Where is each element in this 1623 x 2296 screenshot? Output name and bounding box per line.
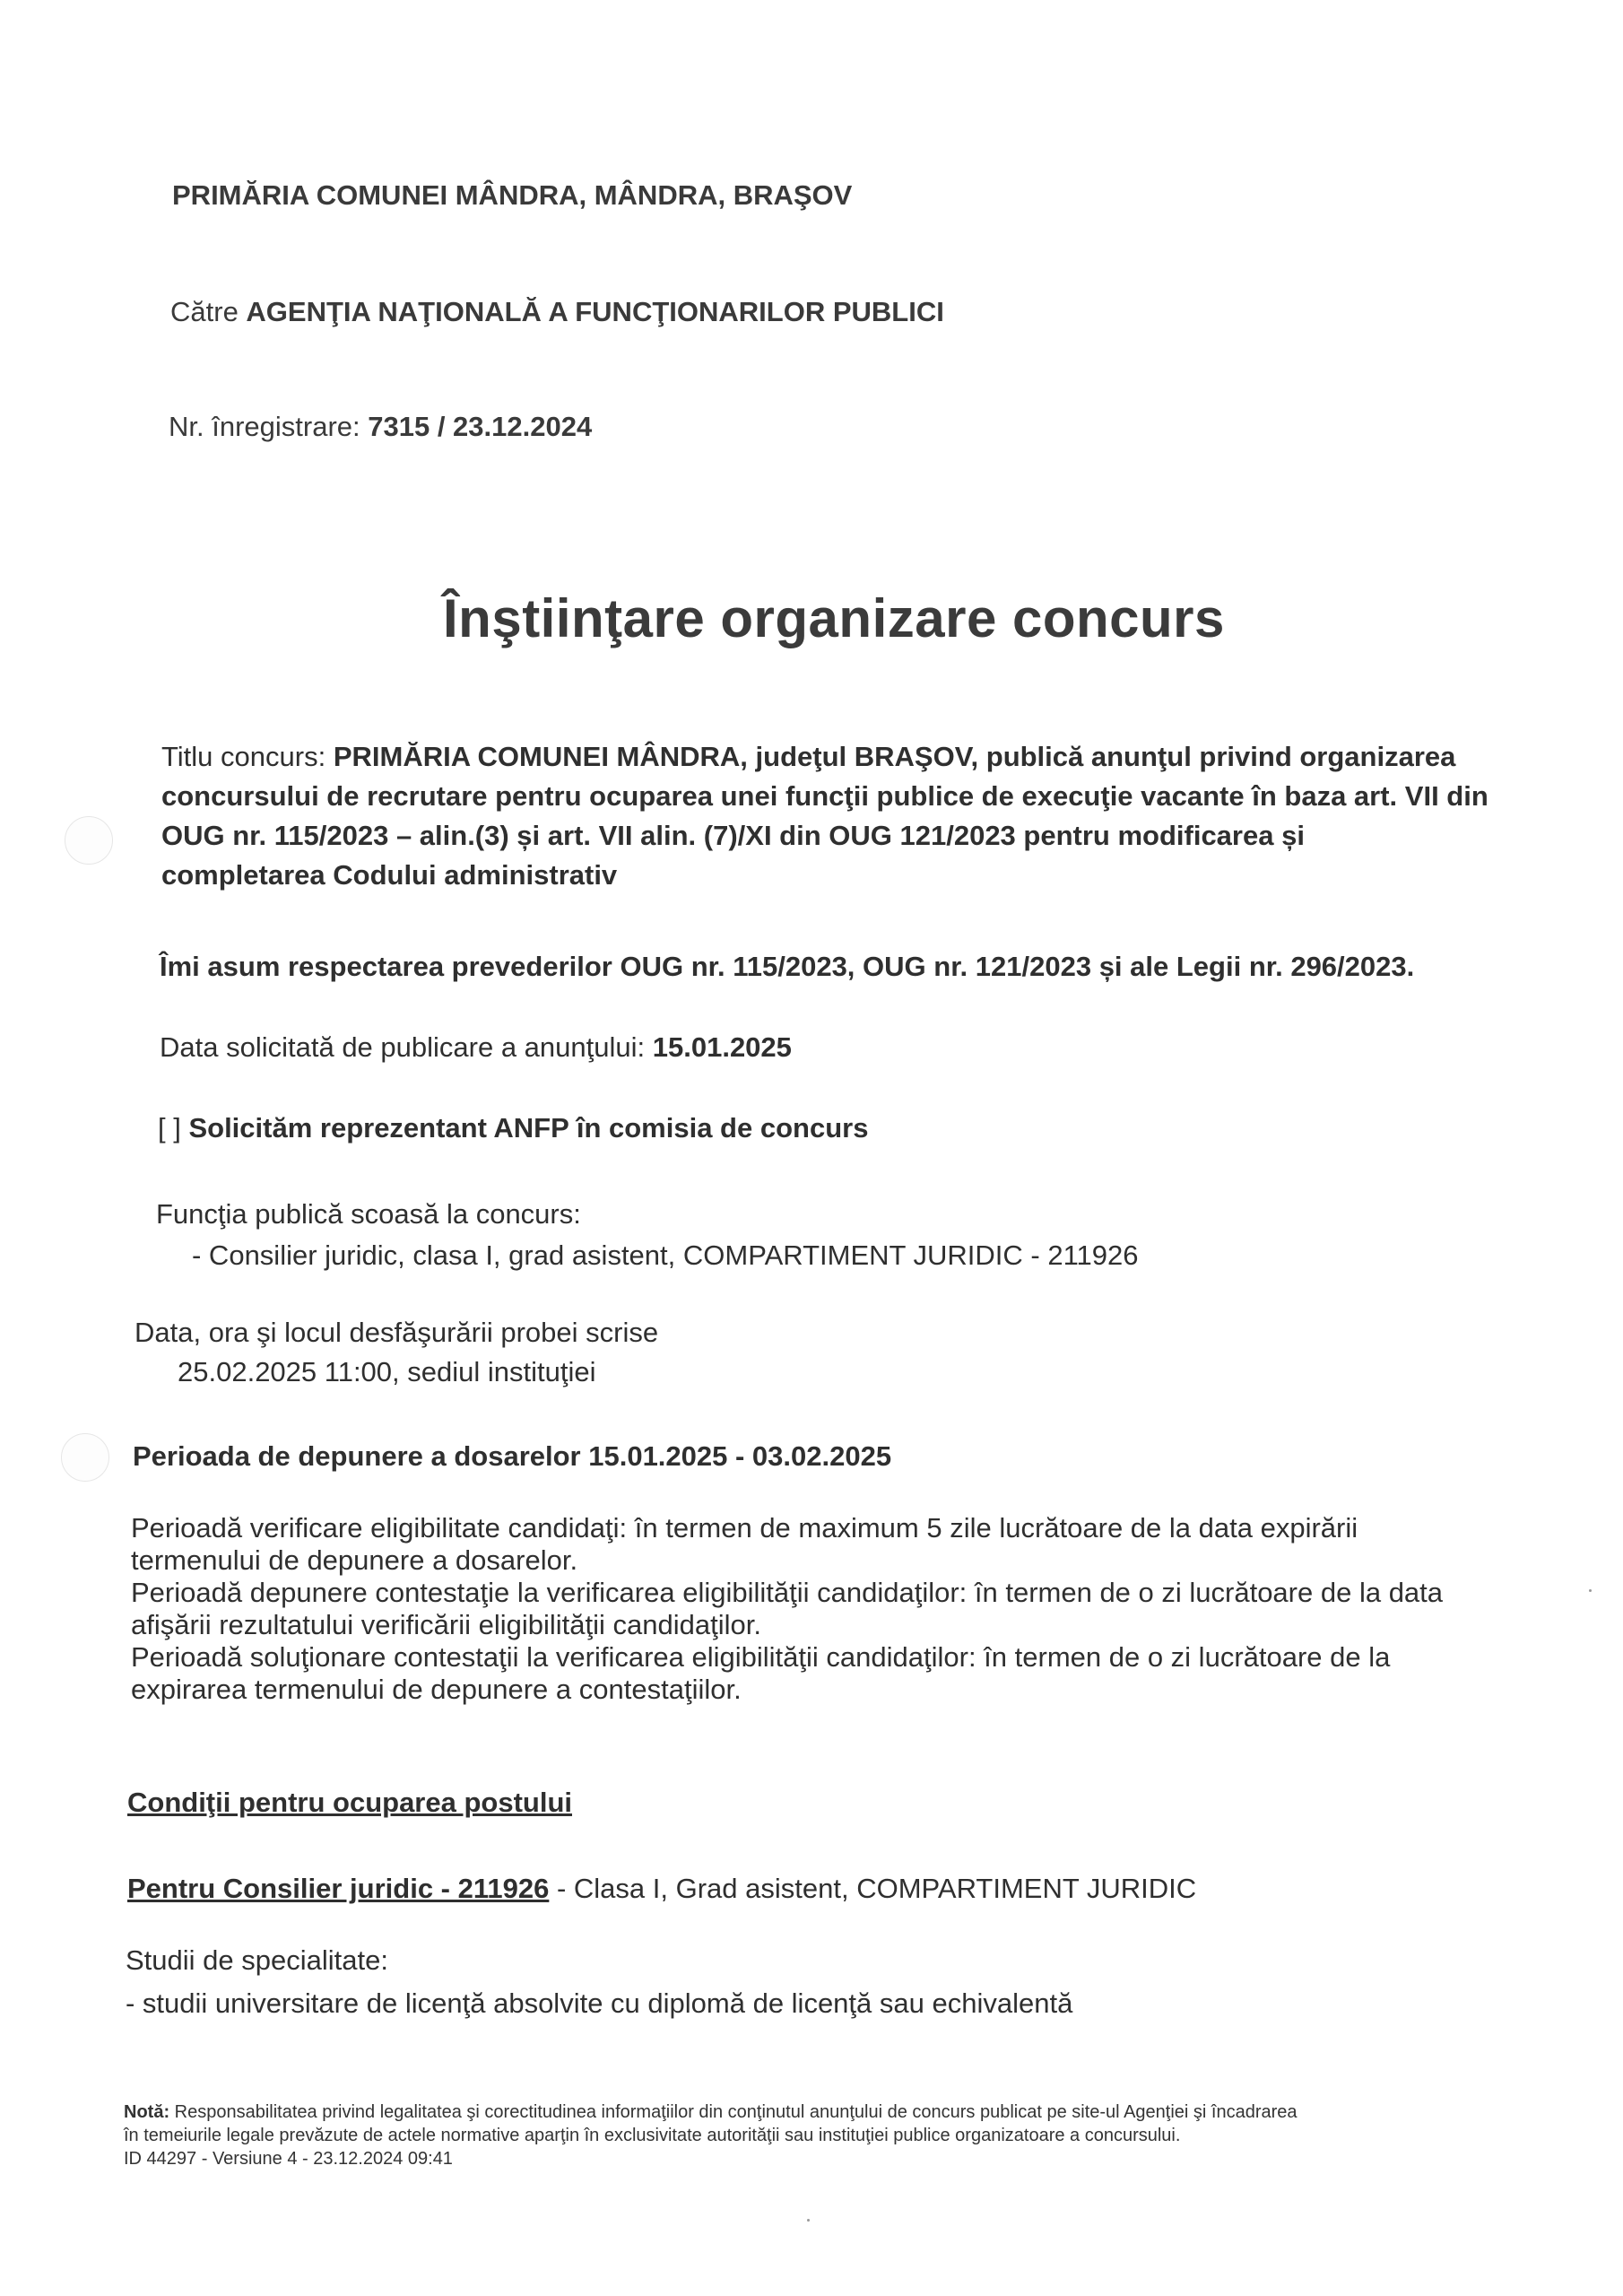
recipient-name: AGENŢIA NAŢIONALĂ A FUNCŢIONARILOR PUBLICI <box>246 296 944 327</box>
period-line: Perioadă depunere contestaţie la verificarea eligibilităţii candidaţilor: în termen de o zi lucrătoare de la data <box>131 1577 1444 1608</box>
recipient-prefix: Către <box>170 296 247 327</box>
page-title: Înştiinţare organizare concurs <box>443 588 1225 648</box>
punch-hole-upper <box>65 816 113 865</box>
studies-item: - studii universitare de licenţă absolvite cu diplomă de licenţă sau echivalentă <box>126 1987 1073 2019</box>
registration-line <box>169 411 592 443</box>
submission-period: Perioada de depunere a dosarelor 15.01.2025 - 03.02.2025 <box>133 1440 892 1472</box>
role-details: - Clasa I, Grad asistent, COMPARTIMENT JURIDIC <box>549 1873 1197 1904</box>
period-line: termenului de depunere a dosarelor. <box>131 1544 578 1576</box>
anfp-request-line <box>158 1112 868 1144</box>
contest-line-4: completarea Codului administrativ <box>161 859 618 891</box>
contest-line-1: Titlu concurs: PRIMĂRIA COMUNEI MÂNDRA, judeţul BRAŞOV, publică anunţul privind organizarea <box>161 741 1456 772</box>
scan-speck <box>807 2219 810 2222</box>
period-line: expirarea termenului de depunere a contestaţiilor. <box>131 1674 742 1705</box>
scan-speck <box>1589 1589 1592 1592</box>
footer-note <box>124 2100 1298 2170</box>
contest-line-3: OUG nr. 115/2023 – alin.(3) și art. VII alin. (7)/XI din OUG 121/2023 pentru modificarea și <box>161 820 1305 851</box>
publication-date: 15.01.2025 <box>652 1031 792 1063</box>
anfp-request-label: Solicităm reprezentant ANFP în comisia de concurs <box>188 1112 869 1144</box>
position-item: - Consilier juridic, clasa I, grad asistent, COMPARTIMENT JURIDIC - 211926 <box>192 1239 1139 1271</box>
commitment-statement: Îmi asum respectarea prevederilor OUG nr. 115/2023, OUG nr. 121/2023 și ale Legii nr. 296/2023. <box>160 951 1415 982</box>
period-line: Perioadă verificare eligibilitate candidaţi: în termen de maximum 5 zile lucrătoare de la data expirării <box>131 1512 1358 1544</box>
recipient-line <box>170 296 944 328</box>
publication-label: Data solicitată de publicare a anunţului: <box>160 1031 653 1063</box>
period-line: Perioadă soluţionare contestaţii la verificarea eligibilităţii candidaţilor: în termen de o zi lucrătoare de la <box>131 1641 1391 1673</box>
punch-hole-lower <box>61 1433 109 1482</box>
position-label: Funcţia publică scoasă la concurs: <box>156 1198 581 1230</box>
contest-title-block <box>161 737 1488 895</box>
registration-label: Nr. înregistrare: <box>169 411 369 442</box>
version-line: ID 44297 - Versiune 4 - 23.12.2024 09:41 <box>124 2149 453 2169</box>
publication-date-line <box>160 1031 792 1064</box>
written-test-label: Data, ora şi locul desfăşurării probei scrise <box>135 1317 659 1348</box>
note-line-2: în temeiurile legale prevăzute de actele normative aparţin în exclusivitate autorităţii sau instituţiei publice organizatoare a concursului. <box>124 2126 1181 2145</box>
conditions-heading: Condiţii pentru ocuparea postului <box>127 1787 572 1818</box>
role-link[interactable]: Pentru Consilier juridic - 211926 <box>127 1873 550 1904</box>
note-label: Notă: <box>124 2102 170 2122</box>
periods-block <box>131 1512 1443 1706</box>
note-line-1: Notă: Responsabilitatea privind legalitatea şi corectitudinea informaţiilor din conţinutul anunţului de concurs publicat pe site-ul Agenţiei şi încadrarea <box>124 2102 1298 2122</box>
period-line: afişării rezultatului verificării eligibilităţii candidaţilor. <box>131 1609 761 1640</box>
contest-line-2: concursului de recrutare pentru ocuparea unei funcţii publice de execuţie vacante în baza art. VII din <box>161 780 1488 812</box>
contest-title-label: Titlu concurs: <box>161 741 334 772</box>
registration-number: 7315 / 23.12.2024 <box>368 411 593 442</box>
role-line <box>127 1873 1196 1905</box>
studies-label: Studii de specialitate: <box>126 1944 388 1976</box>
written-test-value: 25.02.2025 11:00, sediul instituţiei <box>178 1356 596 1387</box>
anfp-checkbox[interactable]: [ ] <box>158 1112 189 1144</box>
institution-header: PRIMĂRIA COMUNEI MÂNDRA, MÂNDRA, BRAŞOV <box>172 179 853 211</box>
